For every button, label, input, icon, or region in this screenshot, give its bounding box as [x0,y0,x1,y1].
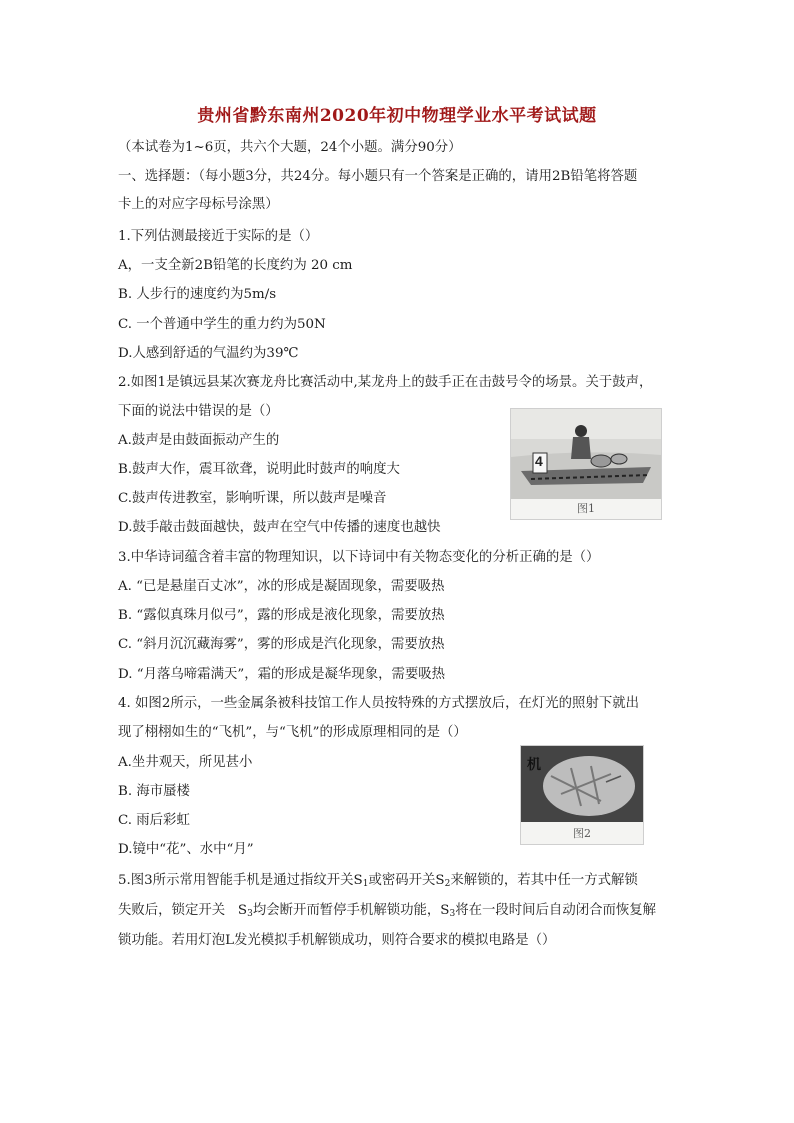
question-3-option-c: C. “斜月沉沉藏海雾”，雾的形成是汽化现象，需要放热 [118,637,445,652]
question-2-option-c: C.鼓声传进教室，影响听课，所以鼓声是噪音 [118,491,387,506]
question-1-option-c: C. 一个普通中学生的重力约为50N [118,317,326,332]
q5-subscript: 3 [247,909,253,919]
question-1-option-b: B. 人步行的速度约为5m/s [118,287,277,302]
q5-subscript: 1 [362,879,369,889]
question-2-stem-cont: 下面的说法中错误的是（） [118,404,279,419]
question-4-stem: 4. 如图2所示，一些金属条被科技馆工作人员按特殊的方式摆放后，在灯光的照射下就出 [118,696,640,711]
q5-text: 失败后，锁定开关 S [118,903,248,918]
question-3-option-a: A. “已是悬崖百丈冰”，冰的形成是凝固现象，需要吸热 [118,579,445,594]
q5-text: 或密码开关S [368,873,445,888]
question-2-option-b: B.鼓声大作，震耳欲聋，说明此时鼓声的响度大 [118,462,400,477]
section-heading: 一、选择题：（每小题3分，共24分。每小题只有一个答案是正确的，请用2B铅笔将答题 [118,169,638,184]
q5-subscript: 2 [444,879,451,889]
question-4-option-d: D.镜中“花”、水中“月” [118,842,254,857]
question-4-stem-cont: 现了栩栩如生的“飞机”，与“飞机”的形成原理相同的是（） [118,725,467,740]
question-3-stem: 3.中华诗词蕴含着丰富的物理知识，以下诗词中有关物态变化的分析正确的是（） [118,550,600,565]
figure-1-caption: 图1 [577,502,595,515]
question-5-line-3: 锁功能。若用灯泡L发光模拟手机解锁成功，则符合要求的模拟电路是（） [118,933,556,948]
exam-note: （本试卷为1~6页，共六个大题，24个小题。满分90分） [118,140,462,155]
question-4-option-a: A.坐井观天，所见甚小 [118,755,253,770]
question-5-line-2 [118,899,656,919]
question-1-option-a: A，一支全新2B铅笔的长度约为 20 cm [118,258,353,273]
question-5-line-1 [118,869,638,889]
q5-subscript: 3 [449,909,456,919]
figure-1 [510,408,662,520]
question-4-option-c: C. 雨后彩虹 [118,813,190,828]
q5-text: 将在一段时间后自动闭合而恢复解 [455,903,657,918]
q5-text: 均会断开而暂停手机解锁功能，S [252,903,450,918]
question-2-stem: 2.如图1是镇远县某次赛龙舟比赛活动中,某龙舟上的鼓手正在击鼓号令的场景。关于鼓声， [118,375,653,390]
q5-text: 来解锁的，若其中任一方式解锁 [450,873,638,888]
page-title: 贵州省黔东南州2020年初中物理学业水平考试试题 [197,106,597,126]
question-3-option-b: B. “露似真珠月似弓”，露的形成是液化现象，需要放热 [118,608,445,623]
question-1-option-d: D.人感到舒适的气温约为39℃ [118,346,299,361]
boat-number: 4 [535,453,543,469]
question-4-option-b: B. 海市蜃楼 [118,784,190,799]
figure-2-label: 机 [527,757,541,773]
question-1-stem: 1.下列估测最接近于实际的是（） [118,229,319,244]
question-2-option-a: A.鼓声是由鼓面振动产生的 [118,433,280,448]
q5-text: 5.图3所示常用智能手机是通过指纹开关S [118,873,363,888]
question-2-option-d: D.鼓手敲击鼓面越快，鼓声在空气中传播的速度也越快 [118,520,441,535]
figure-2-caption: 图2 [573,827,591,840]
section-heading-cont: 卡上的对应字母标号涂黑） [118,197,279,212]
question-3-option-d: D. “月落乌啼霜满天”，霜的形成是凝华现象，需要吸热 [118,667,446,682]
dragon-boat-photo [511,409,661,499]
figure-2 [520,745,644,845]
